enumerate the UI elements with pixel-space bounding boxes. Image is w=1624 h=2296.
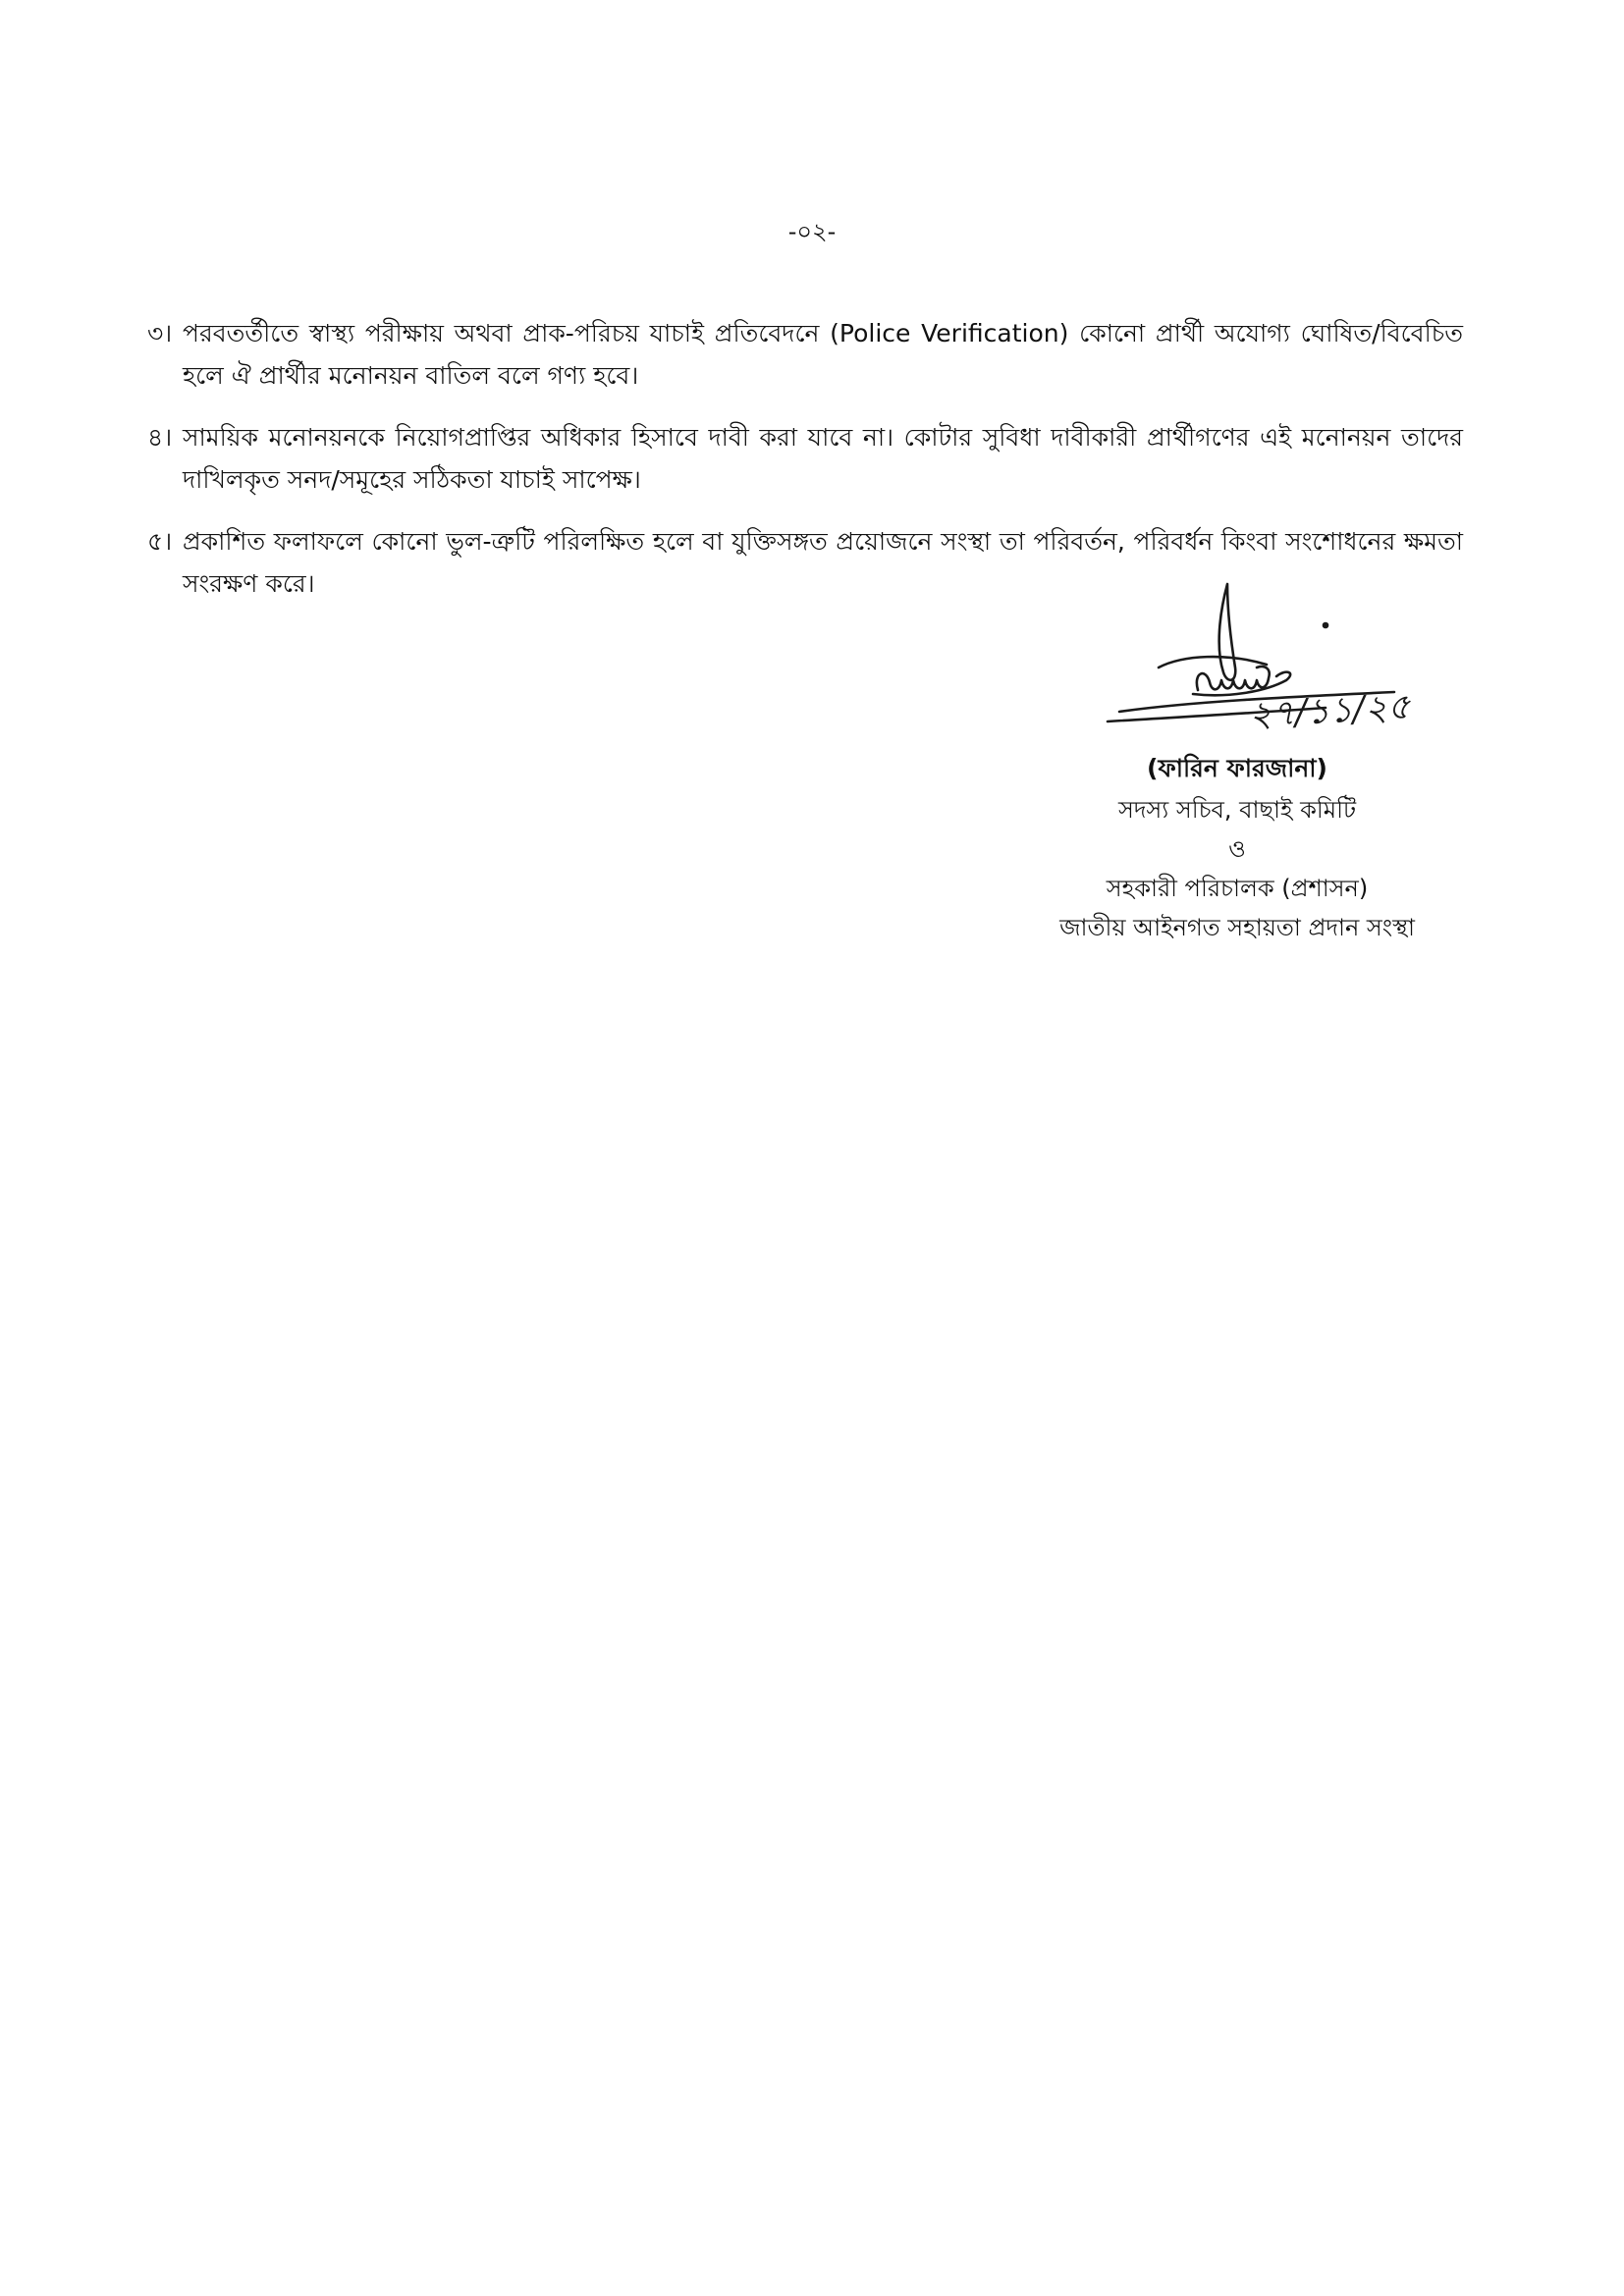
note-text: প্রকাশিত ফলাফলে কোনো ভুল-ত্রুটি পরিলক্ষিত হলে বা যুক্তিসঙ্গত প্রয়োজনে সংস্থা তা পরিবর্তন, পরিবর্ধন কিংবা সংশোধনের ক্ষমতা সংরক্ষণ করে। [183,527,1463,598]
note-number: ৫। [147,527,173,556]
designation-line-1: সদস্য সচিব, বাছাই কমিটি [1117,796,1357,824]
conjunction-text: ও [1228,835,1246,863]
note-item [147,416,1463,501]
page-number: -০২- [787,218,837,245]
organization-name: জাতীয় আইনগত সহায়তা প্রদান সংস্থা [1059,914,1415,941]
note-number: ৪। [147,423,173,452]
signatory-name: (ফারিন ফারজানা) [1147,754,1327,782]
designation-line-2: সহকারী পরিচালক (প্রশাসন) [1106,875,1369,902]
note-text: পরবতর্তীতে স্বাস্থ্য পরীক্ষায় অথবা প্রাক-পরিচয় যাচাই প্রতিবেদনে (Police Verification) কোনো প্রার্থী অযোগ্য ঘোষিত/বিবেচিত হলে ঐ প্রার্থীর মনোনয়ন বাতিল বলে গণ্য হবে। [183,319,1463,390]
note-item [147,312,1463,397]
note-number: ৩। [147,319,173,347]
note-text: সাময়িক মনোনয়নকে নিয়োগপ্রাপ্তির অধিকার হিসাবে দাবী করা যাবে না। কোটার সুবিধা দাবীকারী প্রার্থীগণের এই মনোনয়ন তাদের দাখিলকৃত সনদ/সমূহের সঠিকতা যাচাই সাপেক্ষ। [183,423,1463,494]
signature-block [1011,574,1463,967]
signature-date: ২৭/১১/২৫ [1247,686,1412,736]
